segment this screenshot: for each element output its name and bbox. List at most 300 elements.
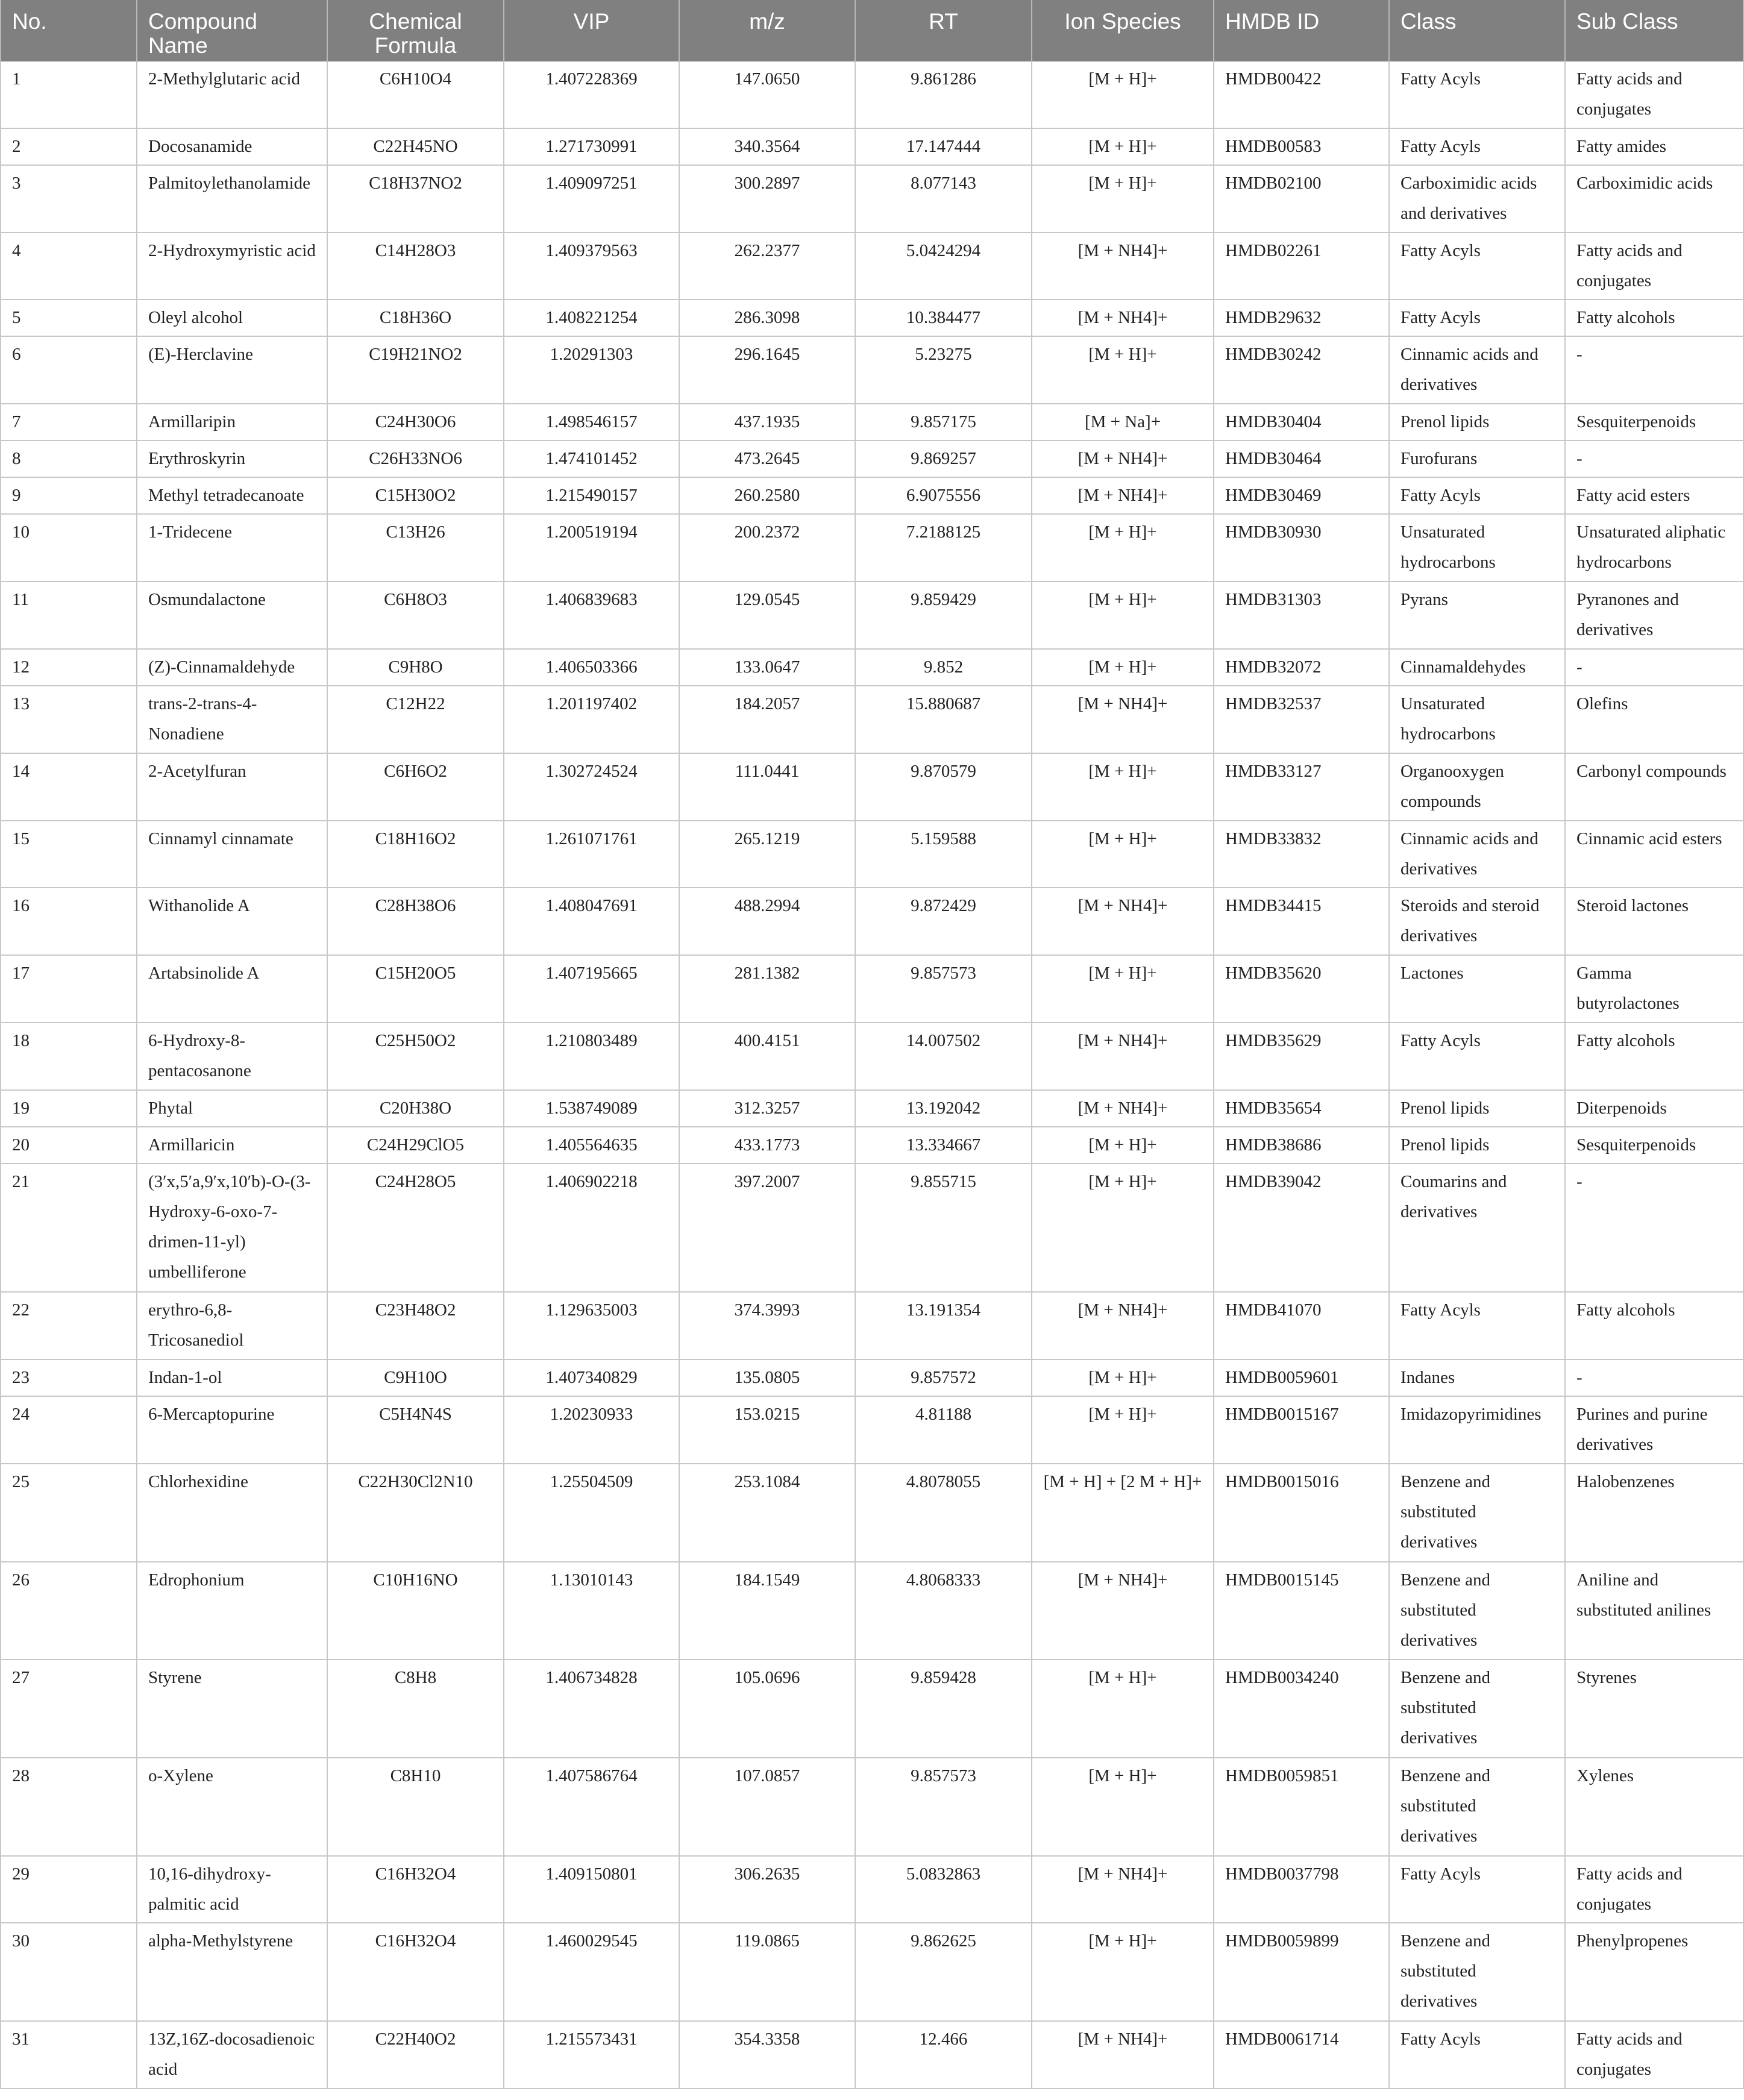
cell-ion-species: [M + H]+	[1032, 581, 1214, 649]
cell-sub-class: Fatty acids and conjugates	[1565, 2021, 1743, 2089]
cell-hmdb-id: HMDB0015145	[1214, 1562, 1389, 1660]
table-row	[1, 1396, 1743, 1464]
cell-ion-species: [M + H]+	[1032, 128, 1214, 165]
cell-hmdb-id: HMDB41070	[1214, 1292, 1389, 1359]
cell-rt: 9.870579	[855, 753, 1032, 821]
cell-vip: 1.407586764	[504, 1758, 679, 1856]
cell-vip: 1.474101452	[504, 440, 679, 477]
cell-rt: 9.857573	[855, 1758, 1032, 1856]
cell-vip: 1.271730991	[504, 128, 679, 165]
cell-chemical-formula: C14H28O3	[327, 233, 504, 300]
cell-no: 5	[1, 299, 137, 336]
cell-compound-name: Armillaricin	[137, 1127, 327, 1164]
cell-compound-name: Methyl tetradecanoate	[137, 477, 327, 514]
cell-sub-class: -	[1565, 649, 1743, 686]
cell-sub-class: Fatty alcohols	[1565, 299, 1743, 336]
cell-rt: 4.8078055	[855, 1464, 1032, 1562]
cell-vip: 1.215573431	[504, 2021, 679, 2089]
cell-ion-species: [M + NH4]+	[1032, 686, 1214, 753]
cell-rt: 5.0424294	[855, 233, 1032, 300]
cell-rt: 9.862625	[855, 1923, 1032, 2021]
cell-chemical-formula: C10H16NO	[327, 1562, 504, 1660]
cell-vip: 1.538749089	[504, 1090, 679, 1127]
cell-compound-name: Erythroskyrin	[137, 440, 327, 477]
cell-rt: 8.077143	[855, 165, 1032, 233]
cell-mz: 253.1084	[679, 1464, 855, 1562]
cell-rt: 9.859429	[855, 581, 1032, 649]
cell-no: 30	[1, 1923, 137, 2021]
cell-hmdb-id: HMDB02261	[1214, 233, 1389, 300]
cell-mz: 147.0650	[679, 61, 855, 128]
cell-class: Fatty Acyls	[1389, 61, 1565, 128]
cell-vip: 1.20291303	[504, 336, 679, 404]
table-row	[1, 299, 1743, 336]
cell-vip: 1.210803489	[504, 1023, 679, 1090]
cell-class: Fatty Acyls	[1389, 299, 1565, 336]
cell-hmdb-id: HMDB0015016	[1214, 1464, 1389, 1562]
cell-mz: 200.2372	[679, 514, 855, 581]
cell-chemical-formula: C18H37NO2	[327, 165, 504, 233]
cell-compound-name: (Z)-Cinnamaldehyde	[137, 649, 327, 686]
table-row	[1, 1359, 1743, 1396]
cell-mz: 437.1935	[679, 404, 855, 440]
cell-ion-species: [M + H]+	[1032, 336, 1214, 404]
cell-class: Organooxygen compounds	[1389, 753, 1565, 821]
cell-sub-class: Sesquiterpenoids	[1565, 1127, 1743, 1164]
cell-rt: 17.147444	[855, 128, 1032, 165]
table-row	[1, 1090, 1743, 1127]
cell-hmdb-id: HMDB0034240	[1214, 1660, 1389, 1758]
cell-compound-name: Artabsinolide A	[137, 955, 327, 1023]
cell-no: 25	[1, 1464, 137, 1562]
table-row	[1, 1923, 1743, 2021]
cell-hmdb-id: HMDB0059601	[1214, 1359, 1389, 1396]
cell-ion-species: [M + H]+	[1032, 955, 1214, 1023]
cell-compound-name: 1-Tridecene	[137, 514, 327, 581]
cell-chemical-formula: C16H32O4	[327, 1923, 504, 2021]
cell-vip: 1.13010143	[504, 1562, 679, 1660]
cell-ion-species: [M + H]+	[1032, 1396, 1214, 1464]
cell-no: 18	[1, 1023, 137, 1090]
cell-no: 13	[1, 686, 137, 753]
cell-compound-name: Withanolide A	[137, 888, 327, 955]
cell-chemical-formula: C6H8O3	[327, 581, 504, 649]
cell-mz: 153.0215	[679, 1396, 855, 1464]
cell-rt: 5.0832863	[855, 1856, 1032, 1923]
cell-hmdb-id: HMDB30242	[1214, 336, 1389, 404]
cell-vip: 1.261071761	[504, 821, 679, 888]
cell-mz: 354.3358	[679, 2021, 855, 2089]
cell-vip: 1.409150801	[504, 1856, 679, 1923]
cell-no: 24	[1, 1396, 137, 1464]
cell-sub-class: -	[1565, 440, 1743, 477]
cell-chemical-formula: C22H30Cl2N10	[327, 1464, 504, 1562]
cell-sub-class: Fatty acid esters	[1565, 477, 1743, 514]
cell-hmdb-id: HMDB31303	[1214, 581, 1389, 649]
table-row	[1, 821, 1743, 888]
cell-ion-species: [M + NH4]+	[1032, 299, 1214, 336]
table-row	[1, 1562, 1743, 1660]
col-header-sub-class: Sub Class	[1565, 0, 1743, 61]
cell-hmdb-id: HMDB02100	[1214, 165, 1389, 233]
cell-no: 19	[1, 1090, 137, 1127]
col-header-hmdb-id: HMDB ID	[1214, 0, 1389, 61]
cell-vip: 1.407228369	[504, 61, 679, 128]
cell-rt: 14.007502	[855, 1023, 1032, 1090]
cell-ion-species: [M + Na]+	[1032, 404, 1214, 440]
cell-chemical-formula: C24H29ClO5	[327, 1127, 504, 1164]
cell-no: 1	[1, 61, 137, 128]
cell-ion-species: [M + NH4]+	[1032, 233, 1214, 300]
cell-compound-name: Phytal	[137, 1090, 327, 1127]
cell-sub-class: Purines and purine derivatives	[1565, 1396, 1743, 1464]
cell-class: Lactones	[1389, 955, 1565, 1023]
cell-class: Prenol lipids	[1389, 1127, 1565, 1164]
cell-ion-species: [M + H]+	[1032, 821, 1214, 888]
cell-compound-name: 13Z,16Z-docosadienoic acid	[137, 2021, 327, 2089]
cell-rt: 9.857175	[855, 404, 1032, 440]
table-row	[1, 440, 1743, 477]
cell-mz: 133.0647	[679, 649, 855, 686]
cell-ion-species: [M + H] + [2 M + H]+	[1032, 1464, 1214, 1562]
cell-chemical-formula: C9H8O	[327, 649, 504, 686]
cell-sub-class: Gamma butyrolactones	[1565, 955, 1743, 1023]
cell-compound-name: Styrene	[137, 1660, 327, 1758]
cell-rt: 9.859428	[855, 1660, 1032, 1758]
cell-mz: 312.3257	[679, 1090, 855, 1127]
cell-class: Prenol lipids	[1389, 404, 1565, 440]
cell-vip: 1.200519194	[504, 514, 679, 581]
col-header-no: No.	[1, 0, 137, 61]
cell-mz: 262.2377	[679, 233, 855, 300]
cell-class: Benzene and substituted derivatives	[1389, 1758, 1565, 1856]
cell-hmdb-id: HMDB30404	[1214, 404, 1389, 440]
cell-rt: 9.852	[855, 649, 1032, 686]
col-header-vip: VIP	[504, 0, 679, 61]
cell-sub-class: Phenylpropenes	[1565, 1923, 1743, 2021]
cell-vip: 1.406734828	[504, 1660, 679, 1758]
cell-compound-name: 2-Methylglutaric acid	[137, 61, 327, 128]
cell-class: Unsaturated hydrocarbons	[1389, 514, 1565, 581]
cell-ion-species: [M + H]+	[1032, 1758, 1214, 1856]
table-row	[1, 888, 1743, 955]
cell-vip: 1.409097251	[504, 165, 679, 233]
cell-hmdb-id: HMDB30464	[1214, 440, 1389, 477]
cell-vip: 1.201197402	[504, 686, 679, 753]
cell-hmdb-id: HMDB0015167	[1214, 1396, 1389, 1464]
cell-rt: 9.872429	[855, 888, 1032, 955]
cell-no: 15	[1, 821, 137, 888]
table-row	[1, 581, 1743, 649]
cell-ion-species: [M + H]+	[1032, 514, 1214, 581]
cell-ion-species: [M + NH4]+	[1032, 1856, 1214, 1923]
table-body	[1, 61, 1743, 2089]
cell-vip: 1.498546157	[504, 404, 679, 440]
cell-mz: 400.4151	[679, 1023, 855, 1090]
cell-no: 29	[1, 1856, 137, 1923]
cell-chemical-formula: C18H16O2	[327, 821, 504, 888]
cell-sub-class: Fatty alcohols	[1565, 1292, 1743, 1359]
table-row	[1, 955, 1743, 1023]
cell-class: Steroids and steroid derivatives	[1389, 888, 1565, 955]
table-row	[1, 233, 1743, 300]
table-row	[1, 1856, 1743, 1923]
cell-rt: 10.384477	[855, 299, 1032, 336]
cell-hmdb-id: HMDB35654	[1214, 1090, 1389, 1127]
cell-no: 23	[1, 1359, 137, 1396]
cell-vip: 1.409379563	[504, 233, 679, 300]
cell-rt: 7.2188125	[855, 514, 1032, 581]
cell-class: Benzene and substituted derivatives	[1389, 1660, 1565, 1758]
cell-ion-species: [M + NH4]+	[1032, 1562, 1214, 1660]
col-header-chemical-formula: Chemical Formula	[327, 0, 504, 61]
cell-sub-class: -	[1565, 1359, 1743, 1396]
col-header-compound-name: Compound Name	[137, 0, 327, 61]
cell-vip: 1.215490157	[504, 477, 679, 514]
cell-compound-name: Palmitoylethanolamide	[137, 165, 327, 233]
cell-vip: 1.406902218	[504, 1164, 679, 1292]
cell-sub-class: Aniline and substituted anilines	[1565, 1562, 1743, 1660]
cell-hmdb-id: HMDB00422	[1214, 61, 1389, 128]
cell-no: 22	[1, 1292, 137, 1359]
cell-compound-name: Osmundalactone	[137, 581, 327, 649]
cell-class: Benzene and substituted derivatives	[1389, 1464, 1565, 1562]
table-row	[1, 61, 1743, 128]
cell-class: Coumarins and derivatives	[1389, 1164, 1565, 1292]
cell-class: Cinnamic acids and derivatives	[1389, 336, 1565, 404]
cell-class: Prenol lipids	[1389, 1090, 1565, 1127]
table-row	[1, 477, 1743, 514]
cell-ion-species: [M + H]+	[1032, 1127, 1214, 1164]
cell-compound-name: (E)-Herclavine	[137, 336, 327, 404]
cell-sub-class: Olefins	[1565, 686, 1743, 753]
cell-hmdb-id: HMDB32537	[1214, 686, 1389, 753]
header-row	[1, 0, 1743, 61]
cell-mz: 129.0545	[679, 581, 855, 649]
cell-no: 16	[1, 888, 137, 955]
table-row	[1, 753, 1743, 821]
cell-mz: 107.0857	[679, 1758, 855, 1856]
cell-rt: 9.857573	[855, 955, 1032, 1023]
cell-class: Pyrans	[1389, 581, 1565, 649]
cell-class: Cinnamaldehydes	[1389, 649, 1565, 686]
cell-ion-species: [M + H]+	[1032, 753, 1214, 821]
cell-vip: 1.407340829	[504, 1359, 679, 1396]
cell-mz: 306.2635	[679, 1856, 855, 1923]
cell-class: Furofurans	[1389, 440, 1565, 477]
cell-no: 11	[1, 581, 137, 649]
cell-class: Fatty Acyls	[1389, 128, 1565, 165]
cell-rt: 9.857572	[855, 1359, 1032, 1396]
cell-chemical-formula: C6H10O4	[327, 61, 504, 128]
cell-no: 2	[1, 128, 137, 165]
cell-mz: 488.2994	[679, 888, 855, 955]
cell-no: 9	[1, 477, 137, 514]
cell-hmdb-id: HMDB30930	[1214, 514, 1389, 581]
cell-compound-name: Chlorhexidine	[137, 1464, 327, 1562]
cell-chemical-formula: C19H21NO2	[327, 336, 504, 404]
table-row	[1, 128, 1743, 165]
cell-chemical-formula: C25H50O2	[327, 1023, 504, 1090]
cell-vip: 1.460029545	[504, 1923, 679, 2021]
cell-no: 20	[1, 1127, 137, 1164]
cell-sub-class: Fatty amides	[1565, 128, 1743, 165]
cell-chemical-formula: C9H10O	[327, 1359, 504, 1396]
cell-ion-species: [M + H]+	[1032, 165, 1214, 233]
table-row	[1, 1464, 1743, 1562]
cell-compound-name: Indan-1-ol	[137, 1359, 327, 1396]
table-row	[1, 2021, 1743, 2089]
cell-sub-class: Xylenes	[1565, 1758, 1743, 1856]
cell-compound-name: Edrophonium	[137, 1562, 327, 1660]
cell-hmdb-id: HMDB33832	[1214, 821, 1389, 888]
cell-hmdb-id: HMDB39042	[1214, 1164, 1389, 1292]
cell-vip: 1.408221254	[504, 299, 679, 336]
cell-chemical-formula: C22H45NO	[327, 128, 504, 165]
cell-sub-class: -	[1565, 1164, 1743, 1292]
cell-mz: 260.2580	[679, 477, 855, 514]
col-header-rt: RT	[855, 0, 1032, 61]
cell-chemical-formula: C13H26	[327, 514, 504, 581]
cell-chemical-formula: C15H30O2	[327, 477, 504, 514]
cell-ion-species: [M + H]+	[1032, 1923, 1214, 2021]
cell-compound-name: Armillaripin	[137, 404, 327, 440]
cell-mz: 105.0696	[679, 1660, 855, 1758]
cell-compound-name: 6-Mercaptopurine	[137, 1396, 327, 1464]
cell-class: Fatty Acyls	[1389, 1856, 1565, 1923]
cell-hmdb-id: HMDB00583	[1214, 128, 1389, 165]
cell-sub-class: Styrenes	[1565, 1660, 1743, 1758]
cell-chemical-formula: C24H30O6	[327, 404, 504, 440]
cell-chemical-formula: C8H10	[327, 1758, 504, 1856]
cell-vip: 1.405564635	[504, 1127, 679, 1164]
cell-sub-class: Carboximidic acids	[1565, 165, 1743, 233]
cell-hmdb-id: HMDB38686	[1214, 1127, 1389, 1164]
cell-class: Carboximidic acids and derivatives	[1389, 165, 1565, 233]
cell-mz: 397.2007	[679, 1164, 855, 1292]
cell-class: Unsaturated hydrocarbons	[1389, 686, 1565, 753]
cell-no: 12	[1, 649, 137, 686]
cell-rt: 9.861286	[855, 61, 1032, 128]
cell-class: Benzene and substituted derivatives	[1389, 1923, 1565, 2021]
cell-sub-class: Unsaturated aliphatic hydrocarbons	[1565, 514, 1743, 581]
cell-no: 14	[1, 753, 137, 821]
cell-rt: 5.23275	[855, 336, 1032, 404]
cell-mz: 119.0865	[679, 1923, 855, 2021]
cell-chemical-formula: C28H38O6	[327, 888, 504, 955]
cell-hmdb-id: HMDB0059851	[1214, 1758, 1389, 1856]
cell-no: 8	[1, 440, 137, 477]
cell-chemical-formula: C23H48O2	[327, 1292, 504, 1359]
cell-ion-species: [M + NH4]+	[1032, 1090, 1214, 1127]
table-row	[1, 514, 1743, 581]
cell-compound-name: o-Xylene	[137, 1758, 327, 1856]
cell-sub-class: Fatty acids and conjugates	[1565, 1856, 1743, 1923]
table-row	[1, 1660, 1743, 1758]
cell-sub-class: Fatty alcohols	[1565, 1023, 1743, 1090]
cell-no: 21	[1, 1164, 137, 1292]
cell-no: 26	[1, 1562, 137, 1660]
cell-compound-name: trans-2-trans-4-Nonadiene	[137, 686, 327, 753]
cell-class: Indanes	[1389, 1359, 1565, 1396]
cell-ion-species: [M + H]+	[1032, 649, 1214, 686]
cell-chemical-formula: C24H28O5	[327, 1164, 504, 1292]
cell-mz: 281.1382	[679, 955, 855, 1023]
cell-chemical-formula: C22H40O2	[327, 2021, 504, 2089]
cell-class: Imidazopyrimidines	[1389, 1396, 1565, 1464]
cell-no: 10	[1, 514, 137, 581]
cell-hmdb-id: HMDB30469	[1214, 477, 1389, 514]
col-header-mz: m/z	[679, 0, 855, 61]
cell-ion-species: [M + NH4]+	[1032, 1023, 1214, 1090]
cell-sub-class: Fatty acids and conjugates	[1565, 233, 1743, 300]
cell-hmdb-id: HMDB33127	[1214, 753, 1389, 821]
cell-vip: 1.129635003	[504, 1292, 679, 1359]
cell-no: 17	[1, 955, 137, 1023]
cell-hmdb-id: HMDB34415	[1214, 888, 1389, 955]
table-row	[1, 1292, 1743, 1359]
cell-sub-class: Carbonyl compounds	[1565, 753, 1743, 821]
cell-rt: 9.855715	[855, 1164, 1032, 1292]
cell-sub-class: -	[1565, 336, 1743, 404]
cell-chemical-formula: C6H6O2	[327, 753, 504, 821]
cell-no: 7	[1, 404, 137, 440]
cell-class: Fatty Acyls	[1389, 1292, 1565, 1359]
cell-no: 31	[1, 2021, 137, 2089]
table-row	[1, 165, 1743, 233]
cell-compound-name: erythro-6,8-Tricosanediol	[137, 1292, 327, 1359]
cell-sub-class: Halobenzenes	[1565, 1464, 1743, 1562]
cell-rt: 6.9075556	[855, 477, 1032, 514]
cell-compound-name: 6-Hydroxy-8-pentacosanone	[137, 1023, 327, 1090]
table-row	[1, 686, 1743, 753]
cell-vip: 1.407195665	[504, 955, 679, 1023]
cell-hmdb-id: HMDB35620	[1214, 955, 1389, 1023]
cell-mz: 265.1219	[679, 821, 855, 888]
cell-no: 28	[1, 1758, 137, 1856]
cell-rt: 4.81188	[855, 1396, 1032, 1464]
cell-ion-species: [M + NH4]+	[1032, 2021, 1214, 2089]
cell-chemical-formula: C16H32O4	[327, 1856, 504, 1923]
cell-sub-class: Sesquiterpenoids	[1565, 404, 1743, 440]
cell-compound-name: 2-Acetylfuran	[137, 753, 327, 821]
cell-hmdb-id: HMDB32072	[1214, 649, 1389, 686]
cell-sub-class: Steroid lactones	[1565, 888, 1743, 955]
cell-class: Benzene and substituted derivatives	[1389, 1562, 1565, 1660]
cell-rt: 13.334667	[855, 1127, 1032, 1164]
cell-no: 4	[1, 233, 137, 300]
cell-mz: 184.1549	[679, 1562, 855, 1660]
cell-compound-name: 2-Hydroxymyristic acid	[137, 233, 327, 300]
table-row	[1, 404, 1743, 440]
cell-ion-species: [M + NH4]+	[1032, 888, 1214, 955]
cell-rt: 9.869257	[855, 440, 1032, 477]
cell-vip: 1.406839683	[504, 581, 679, 649]
table-row	[1, 1758, 1743, 1856]
table-row	[1, 1127, 1743, 1164]
table-row	[1, 336, 1743, 404]
cell-sub-class: Cinnamic acid esters	[1565, 821, 1743, 888]
cell-mz: 374.3993	[679, 1292, 855, 1359]
cell-mz: 296.1645	[679, 336, 855, 404]
table-row	[1, 649, 1743, 686]
cell-no: 27	[1, 1660, 137, 1758]
cell-sub-class: Diterpenoids	[1565, 1090, 1743, 1127]
cell-sub-class: Pyranones and derivatives	[1565, 581, 1743, 649]
cell-compound-name: (3′x,5′a,9′x,10′b)-O-(3-Hydroxy-6-oxo-7-drimen-11-yl) umbelliferone	[137, 1164, 327, 1292]
cell-ion-species: [M + H]+	[1032, 1164, 1214, 1292]
cell-class: Cinnamic acids and derivatives	[1389, 821, 1565, 888]
